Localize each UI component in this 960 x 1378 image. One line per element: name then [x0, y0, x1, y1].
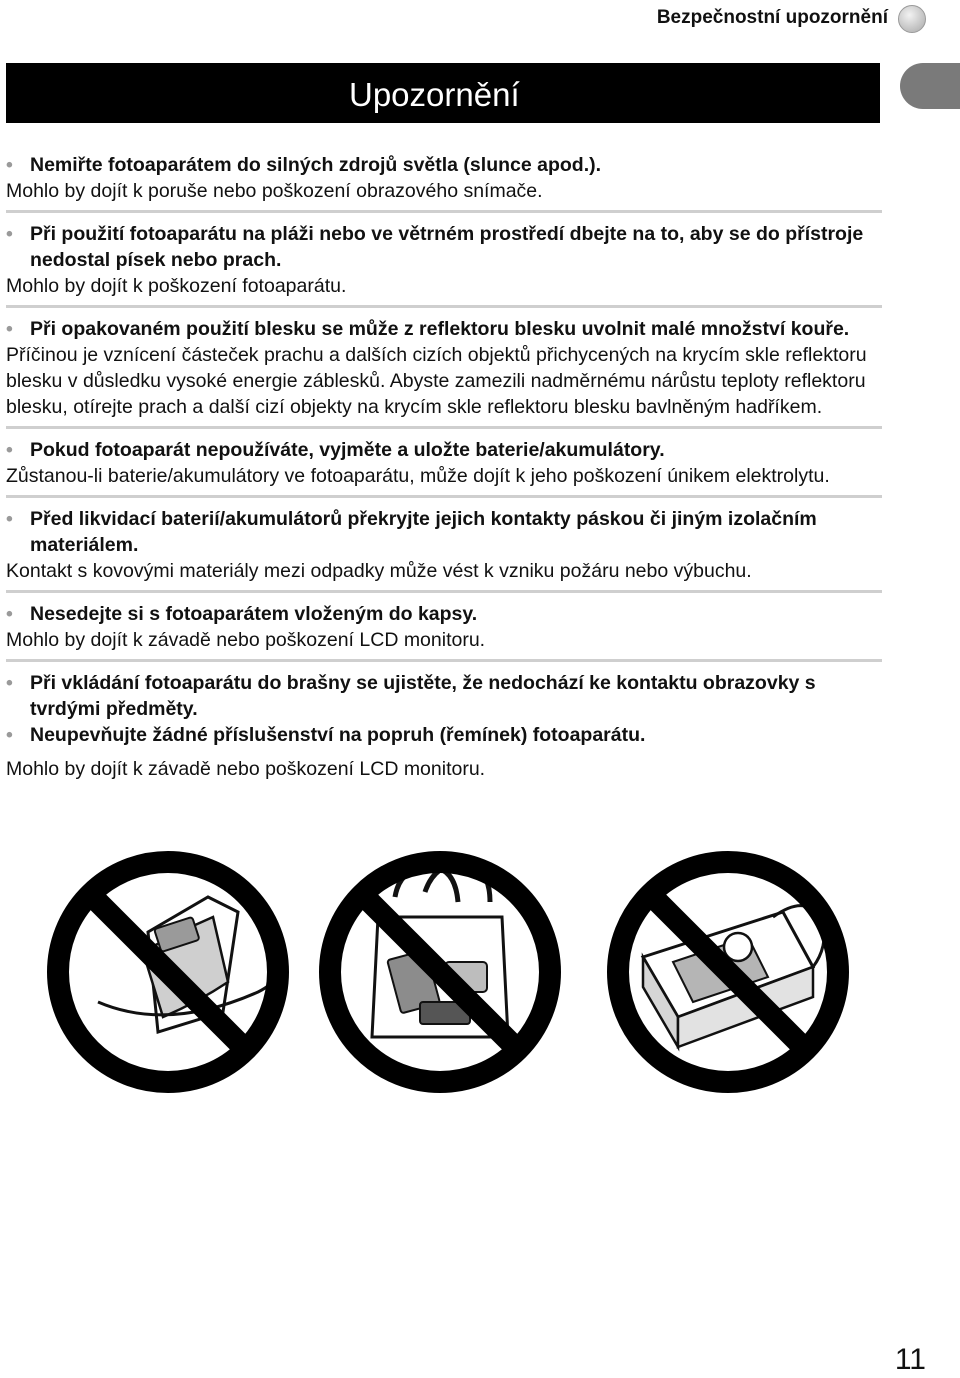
warning-heading: • Při použití fotoaparátu na pláži nebo ve větrném prostředí dbejte na to, aby se do přístroje nedostal písek nebo prach. [6, 223, 864, 271]
warning-body: Mohlo by dojít k poruše nebo poškození obrazového snímače. [6, 180, 543, 202]
bullet-icon: • [6, 508, 13, 530]
warning-body: Mohlo by dojít k poškození fotoaparátu. [6, 275, 347, 297]
warning-heading: • Při vkládání fotoaparátu do brašny se ujistěte, že nedochází ke kontaktu obrazovky s tvrdými předměty. [6, 672, 816, 720]
bullet-icon: • [6, 318, 13, 340]
warning-body: Mohlo by dojít k závadě nebo poškození LCD monitoru. [6, 629, 486, 651]
page-title: Upozornění [349, 76, 520, 113]
warning-heading: • Nemiřte fotoaparátem do silných zdrojů světla (slunce apod.). [6, 154, 602, 176]
running-header: Bezpečnostní upozornění [656, 7, 888, 28]
warning-item [6, 152, 882, 213]
bullet-icon: • [6, 439, 13, 461]
prohibition-illustrations [40, 842, 900, 1102]
bullet-icon: • [6, 603, 13, 625]
bullet-icon: • [6, 672, 13, 694]
page-number: 11 [894, 1343, 926, 1376]
warning-heading: • Nesedejte si s fotoaparátem vloženým do kapsy. [6, 603, 478, 625]
bullet-icon: • [6, 724, 13, 746]
warning-heading: • Při opakovaném použití blesku se může z reflektoru blesku uvolnit malé množství kouře. [6, 318, 850, 340]
bullet-icon: • [6, 223, 13, 245]
warning-item [6, 601, 882, 662]
title-bar [6, 63, 880, 123]
warning-list [6, 152, 882, 796]
warning-body: Příčinou je vznícení částeček prachu a dalších cizích objektů přichycených na krycím skle reflektoru blesku v důsledku vysoké energie záblesků. Abyste zamezili nadměrnému nárůstu teploty reflektoru blesku, otírejte prach a další cizí objekty na krycím skle reflektoru blesku bavlněným hadříkem. [6, 344, 867, 418]
warning-item [6, 670, 882, 788]
warning-heading: • Neupevňujte žádné příslušenství na popruh (řemínek) fotoaparátu. [6, 724, 646, 746]
no-hard-objects-in-bag-icon [330, 862, 550, 1082]
warning-body: Zůstanou-li baterie/akumulátory ve fotoaparátu, může dojít k jeho poškození únikem elektrolytu. [6, 465, 830, 487]
section-tab [900, 63, 960, 109]
warning-body: Kontakt s kovovými materiály mezi odpadky může vést k vzniku požáru nebo výbuchu. [6, 560, 752, 582]
no-accessories-on-strap-icon [618, 862, 838, 1082]
warning-item [6, 506, 882, 593]
warning-heading: • Před likvidací baterií/akumulátorů překryjte jejich kontakty páskou či jiným izolačním materiálem. [6, 508, 817, 556]
warning-item [6, 437, 882, 498]
bullet-icon: • [6, 154, 13, 176]
no-camera-in-back-pocket-icon [58, 862, 278, 1082]
warning-item [6, 316, 882, 429]
section-marker-icon [898, 5, 926, 33]
warning-heading: • Pokud fotoaparát nepoužíváte, vyjměte a uložte baterie/akumulátory. [6, 439, 665, 461]
warning-item [6, 221, 882, 308]
warning-body: Mohlo by dojít k závadě nebo poškození LCD monitoru. [6, 758, 486, 780]
